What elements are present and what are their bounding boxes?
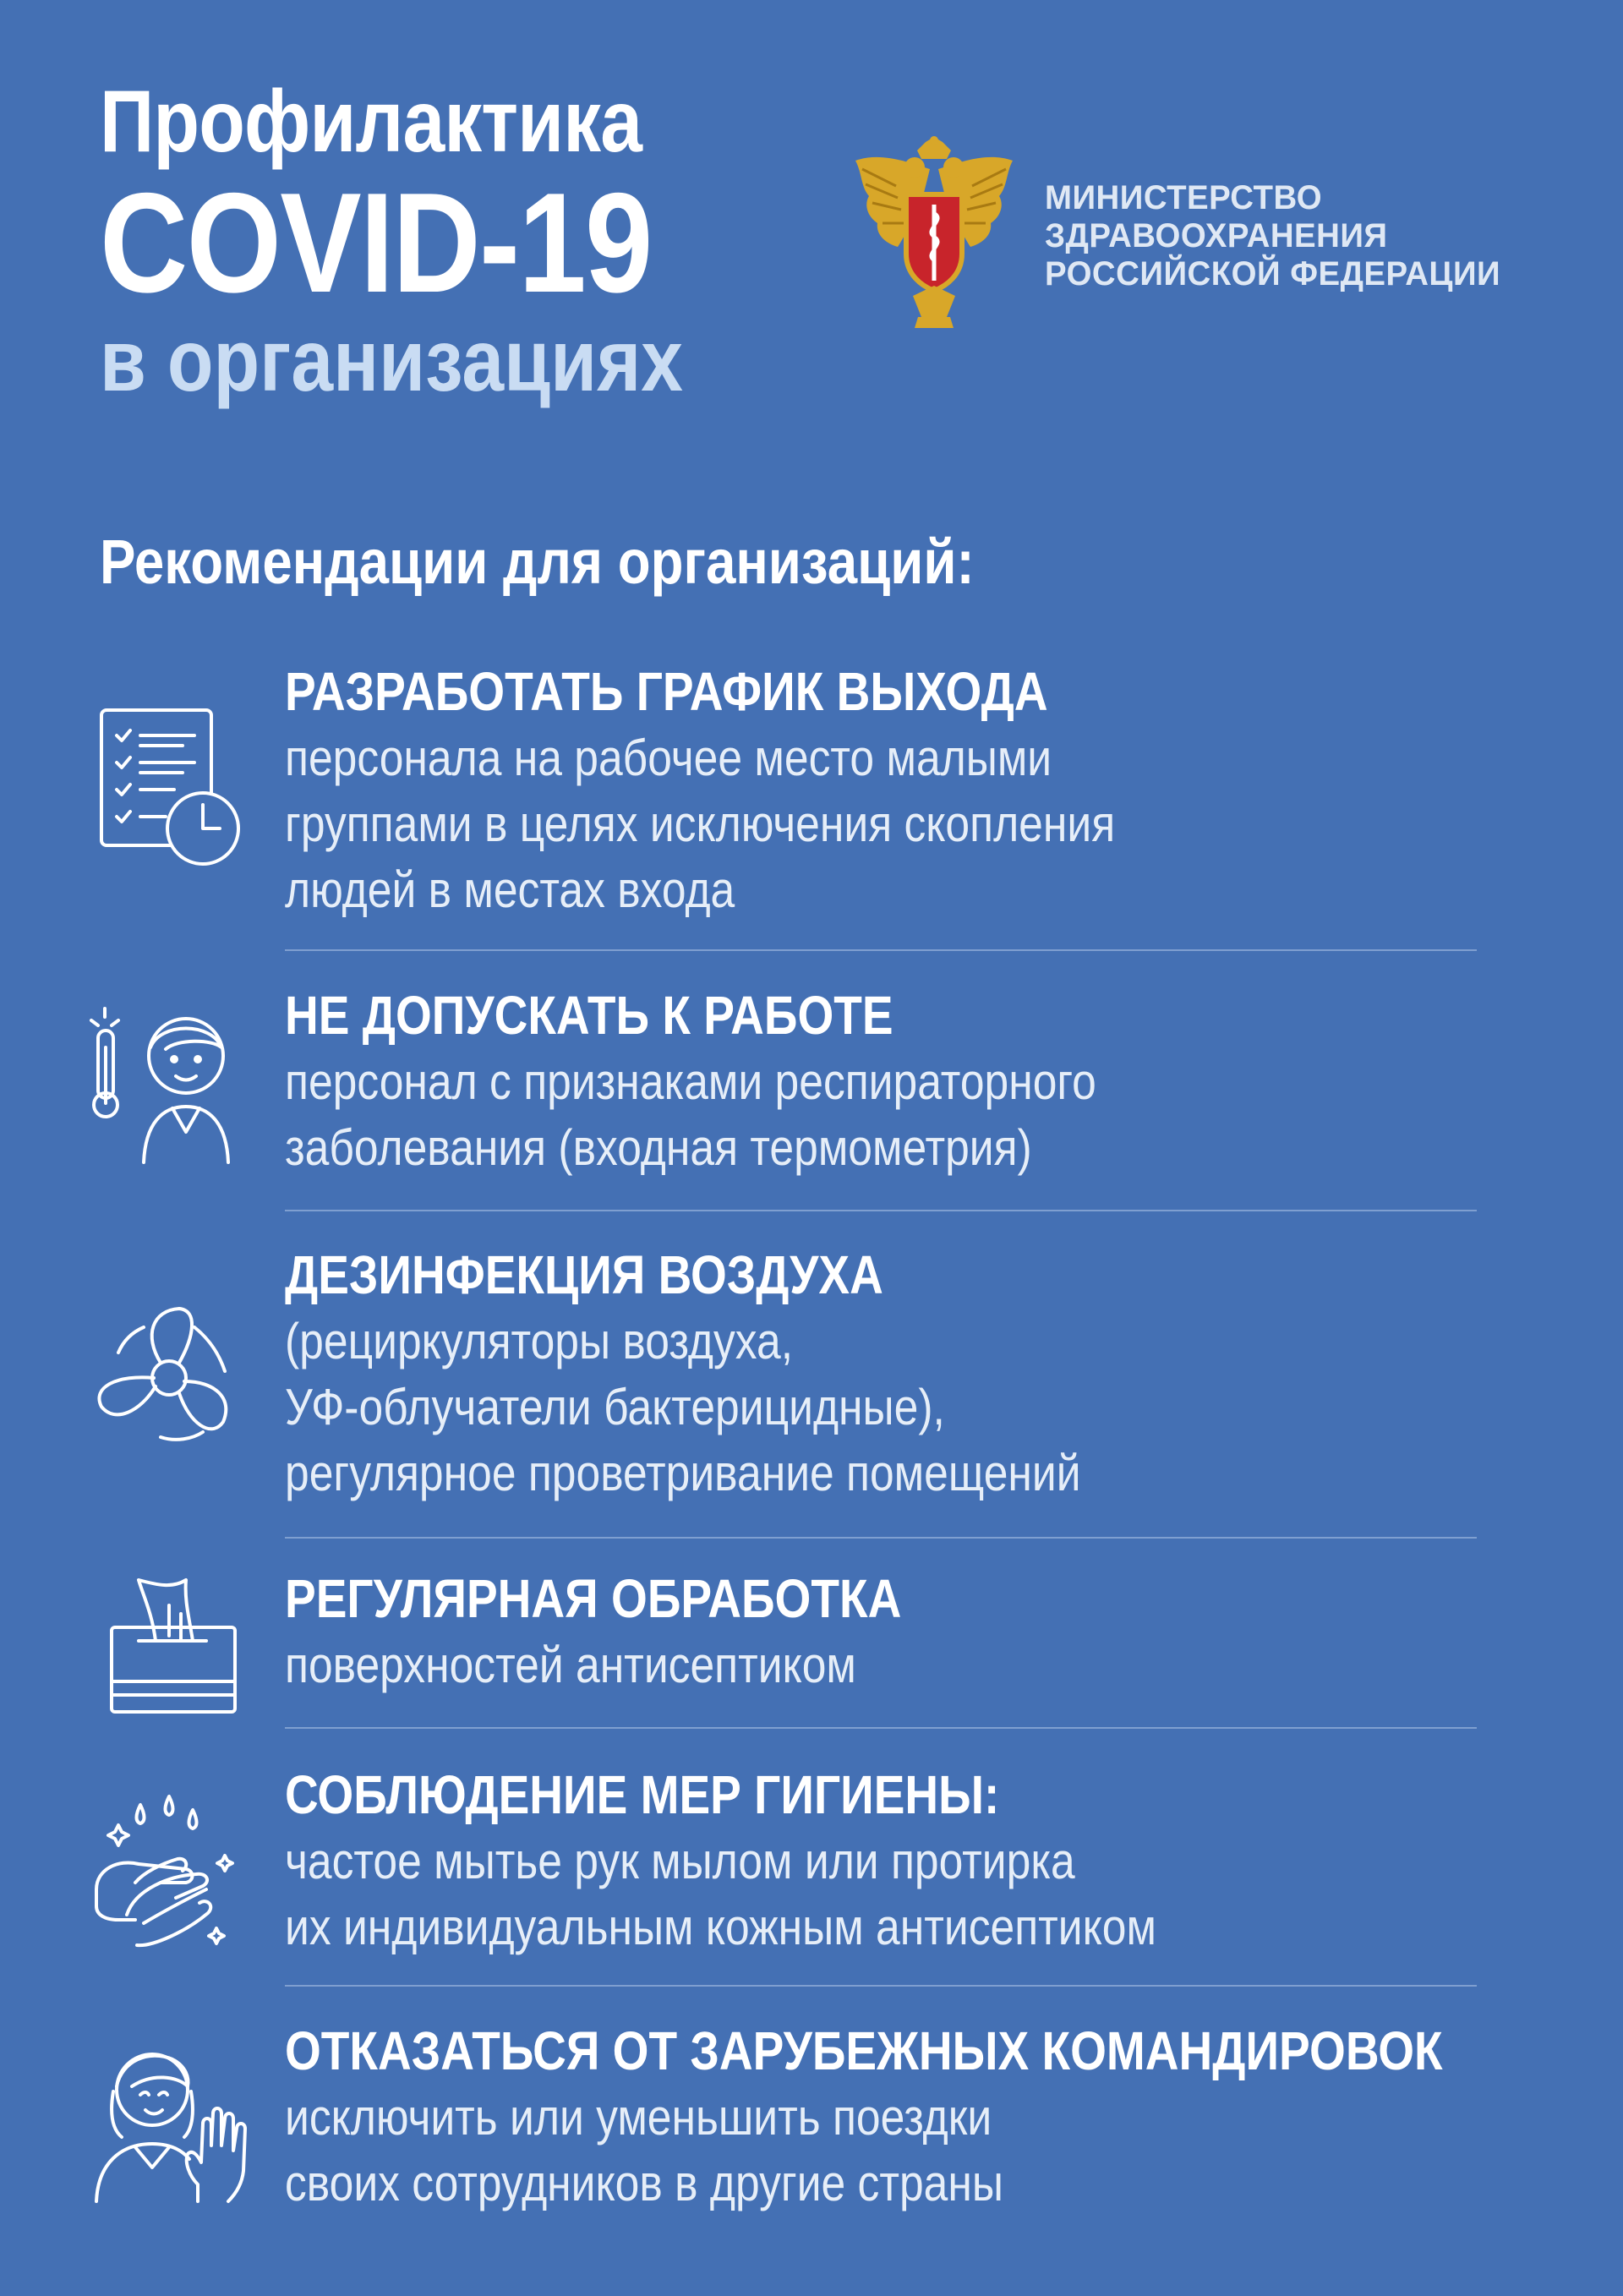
hand-washing-icon — [85, 1788, 254, 1957]
fan-icon — [85, 1293, 254, 1462]
divider — [285, 1985, 1477, 1987]
ministry-line-3: РОССИЙСКОЙ ФЕДЕРАЦИИ — [1045, 255, 1501, 293]
title-line-1: Профилактика — [100, 73, 642, 171]
ministry-emblem-icon — [845, 135, 1023, 330]
recommendation-description: исключить или уменьшить поездки своих сотрудников в другие страны — [285, 2089, 1003, 2211]
recommendation-description: персонал с признаками респираторного заболевания (входная термометрия) — [285, 1053, 1096, 1176]
divider — [285, 1727, 1477, 1729]
divider — [285, 1210, 1477, 1211]
recommendation-heading: СОБЛЮДЕНИЕ МЕР ГИГИЕНЫ: — [285, 1764, 1000, 1825]
recommendation-heading: РАЗРАБОТАТЬ ГРАФИК ВЫХОДА — [285, 661, 1048, 722]
recommendation-description: (рециркуляторы воздуха, УФ-облучатели бактерицидные), регулярное проветривание помещений — [285, 1313, 1081, 1501]
recommendation-heading: НЕ ДОПУСКАТЬ К РАБОТЕ — [285, 985, 893, 1046]
title-block — [100, 73, 778, 411]
recommendation-description: частое мытье рук мылом или протирка их индивидуальным кожным антисептиком — [285, 1833, 1156, 1955]
divider — [285, 1537, 1477, 1539]
divider — [285, 949, 1477, 951]
thermometer-person-icon — [85, 997, 254, 1166]
recommendation-description: поверхностей антисептиком — [285, 1637, 856, 1693]
schedule-clock-icon — [85, 702, 254, 871]
recommendation-heading: РЕГУЛЯРНАЯ ОБРАБОТКА — [285, 1568, 902, 1629]
recommendation-description: персонала на рабочее место малыми группами в целях исключения скопления людей в местах входа — [285, 730, 1116, 918]
title-line-2: COVID-19 — [100, 163, 652, 323]
title-line-3: в организациях — [100, 312, 684, 411]
recommendation-heading: ДЕЗИНФЕКЦИЯ ВОЗДУХА — [285, 1244, 883, 1305]
ministry-name — [1045, 179, 1500, 294]
stop-hand-person-icon — [85, 2036, 254, 2205]
recommendation-heading: ОТКАЗАТЬСЯ ОТ ЗАРУБЕЖНЫХ КОМАНДИРОВОК — [285, 2020, 1443, 2081]
tissue-box-icon — [85, 1555, 254, 1724]
section-heading: Рекомендации для организаций: — [100, 527, 975, 597]
ministry-line-2: ЗДРАВООХРАНЕНИЯ — [1045, 217, 1388, 255]
ministry-line-1: МИНИСТЕРСТВО — [1045, 179, 1323, 216]
